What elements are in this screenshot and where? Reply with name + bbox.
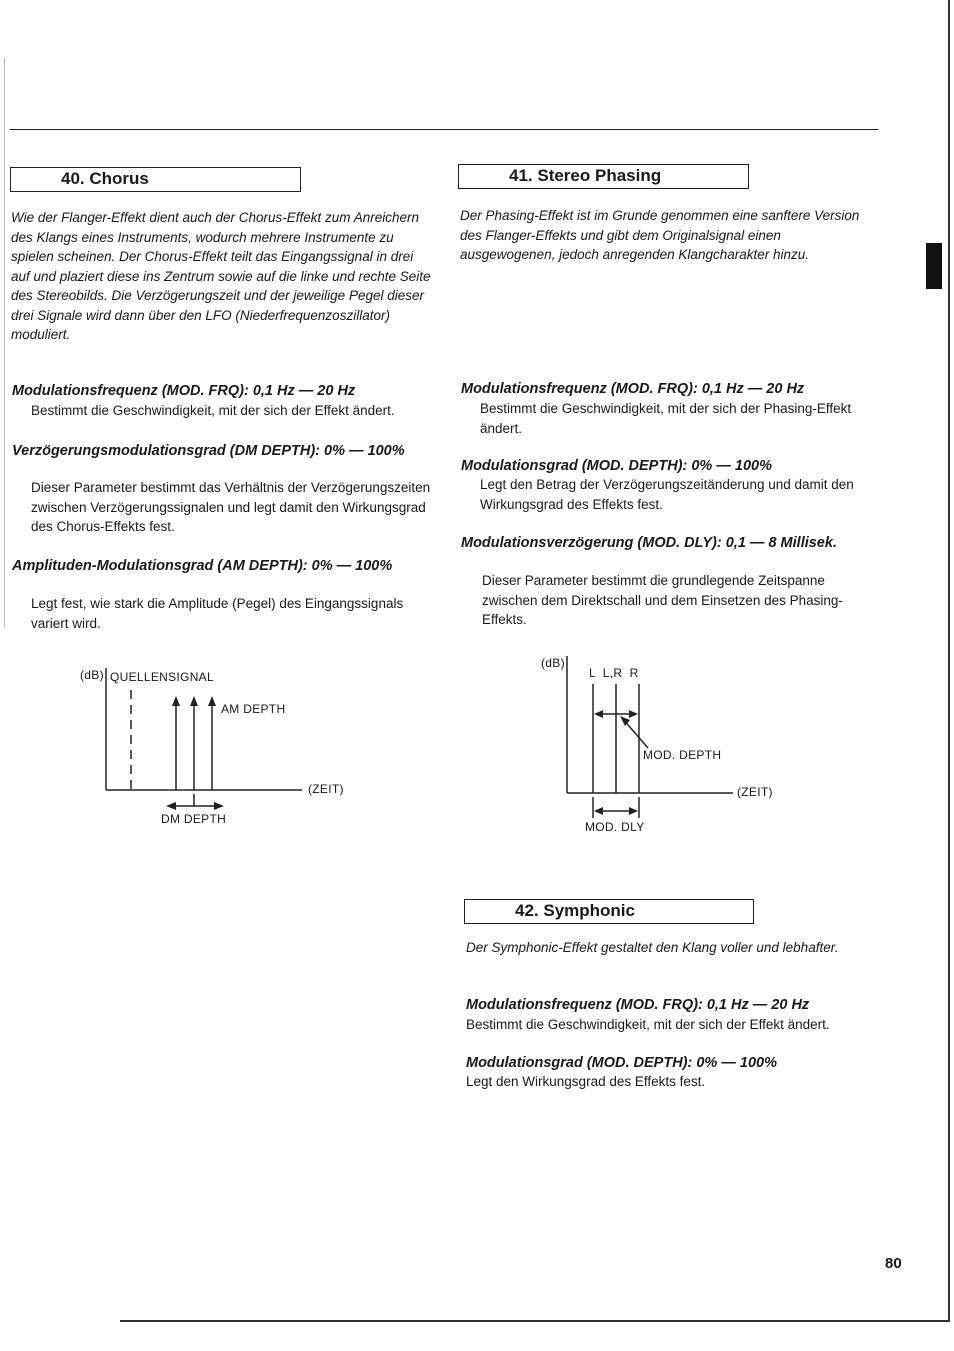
stereo-phasing-param-heading: Modulationsverzögerung (MOD. DLY): 0,1 — 8 Millisek. xyxy=(461,535,837,551)
chorus-param-body: Dieser Parameter bestimmt das Verhältnis der Verzögerungszeiten zwischen Verzögerungssignalen und legt damit den Wirkungsgrad des Chorus-Effekts fest. xyxy=(31,480,431,534)
stereo-phasing-param-body: Legt den Betrag der Verzögerungszeitänderung und damit den Wirkungsgrad des Effekts fest. xyxy=(480,477,854,512)
phasing-diagram-depth-label: MOD. DEPTH xyxy=(643,748,722,762)
symphonic-intro: Der Symphonic-Effekt gestaltet den Klang voller und lebhafter. xyxy=(466,940,839,955)
chorus-param-body: Legt fest, wie stark die Amplitude (Pegel) des Eingangssignals variert wird. xyxy=(31,596,404,631)
stereo-phasing-param-heading: Modulationsfrequenz (MOD. FRQ): 0,1 Hz — 20 Hz xyxy=(461,381,805,397)
symphonic-param-body: Legt den Wirkungsgrad des Effekts fest. xyxy=(466,1074,706,1089)
chorus-param-heading: Verzögerungsmodulationsgrad (DM DEPTH): 0% — 100% xyxy=(12,443,405,459)
phasing-diagram-channel-label: L L,R R xyxy=(589,666,639,680)
chorus-intro: Wie der Flanger-Effekt dient auch der Chorus-Effekt zum Anreichern des Klangs eines Instruments, wodurch mehrere Instrumente zu spielen scheinen. Der Chorus-Effekt teilt das Eingangssignal in drei auf und plaziert diese ins Zentrum sowie auf die linke und rechte Seite des Stereobilds. Die Verzögerungszeit und der jeweilige Pegel dieser drei Signale wird dann über den LFO (Niederfrequenzoszillator) moduliert. xyxy=(11,210,431,342)
chorus-param-body: Bestimmt die Geschwindigkeit, mit der sich der Effekt ändert. xyxy=(31,403,395,418)
stereo-phasing-param-heading: Modulationsgrad (MOD. DEPTH): 0% — 100% xyxy=(461,458,772,474)
phasing-arrow-head xyxy=(594,710,603,718)
phasing-diagram-db-label: (dB) xyxy=(541,656,565,670)
chorus-diagram-source-label: QUELLENSIGNAL xyxy=(110,670,214,684)
chorus-param-heading: Amplituden-Modulationsgrad (AM DEPTH): 0% — 100% xyxy=(12,558,393,574)
chorus-diagram-db-label: (dB) xyxy=(80,668,104,682)
section-title-chorus: 40. Chorus xyxy=(10,167,301,192)
chorus-diagram-am-label: AM DEPTH xyxy=(221,702,286,716)
phasing-arrow-head xyxy=(594,807,603,815)
chorus-param-heading: Modulationsfrequenz (MOD. FRQ): 0,1 Hz — 20 Hz xyxy=(12,383,356,399)
phasing-arrow-head xyxy=(629,807,638,815)
section-title-stereo-phasing: 41. Stereo Phasing xyxy=(458,164,749,189)
stereo-phasing-intro: Der Phasing-Effekt ist im Grunde genommen eine sanftere Version des Flanger-Effekts und gibt dem Originalsignal einen ausgewogenen, jedoch anregenden Klangcharakter hinzu. xyxy=(460,208,860,262)
page-number: 80 xyxy=(885,1255,902,1272)
symphonic-param-heading: Modulationsfrequenz (MOD. FRQ): 0,1 Hz — 20 Hz xyxy=(466,997,810,1013)
phasing-diagram-dly-label: MOD. DLY xyxy=(585,820,645,834)
chorus-diagram-dm-label: DM DEPTH xyxy=(161,812,227,826)
section-title-symphonic: 42. Symphonic xyxy=(464,899,754,924)
stereo-phasing-param-body: Bestimmt die Geschwindigkeit, mit der sich der Phasing-Effekt ändert. xyxy=(480,401,852,436)
symphonic-param-heading: Modulationsgrad (MOD. DEPTH): 0% — 100% xyxy=(466,1055,777,1071)
chorus-diagram-time-label: (ZEIT) xyxy=(308,782,344,796)
symphonic-param-body: Bestimmt die Geschwindigkeit, mit der sich der Effekt ändert. xyxy=(466,1017,830,1032)
stereo-phasing-param-body: Dieser Parameter bestimmt die grundlegende Zeitspanne zwischen dem Direktschall und dem Einsetzen des Phasing-Effekts. xyxy=(482,573,843,627)
phasing-arrow-head xyxy=(629,710,638,718)
phasing-diagram-time-label: (ZEIT) xyxy=(737,785,773,799)
